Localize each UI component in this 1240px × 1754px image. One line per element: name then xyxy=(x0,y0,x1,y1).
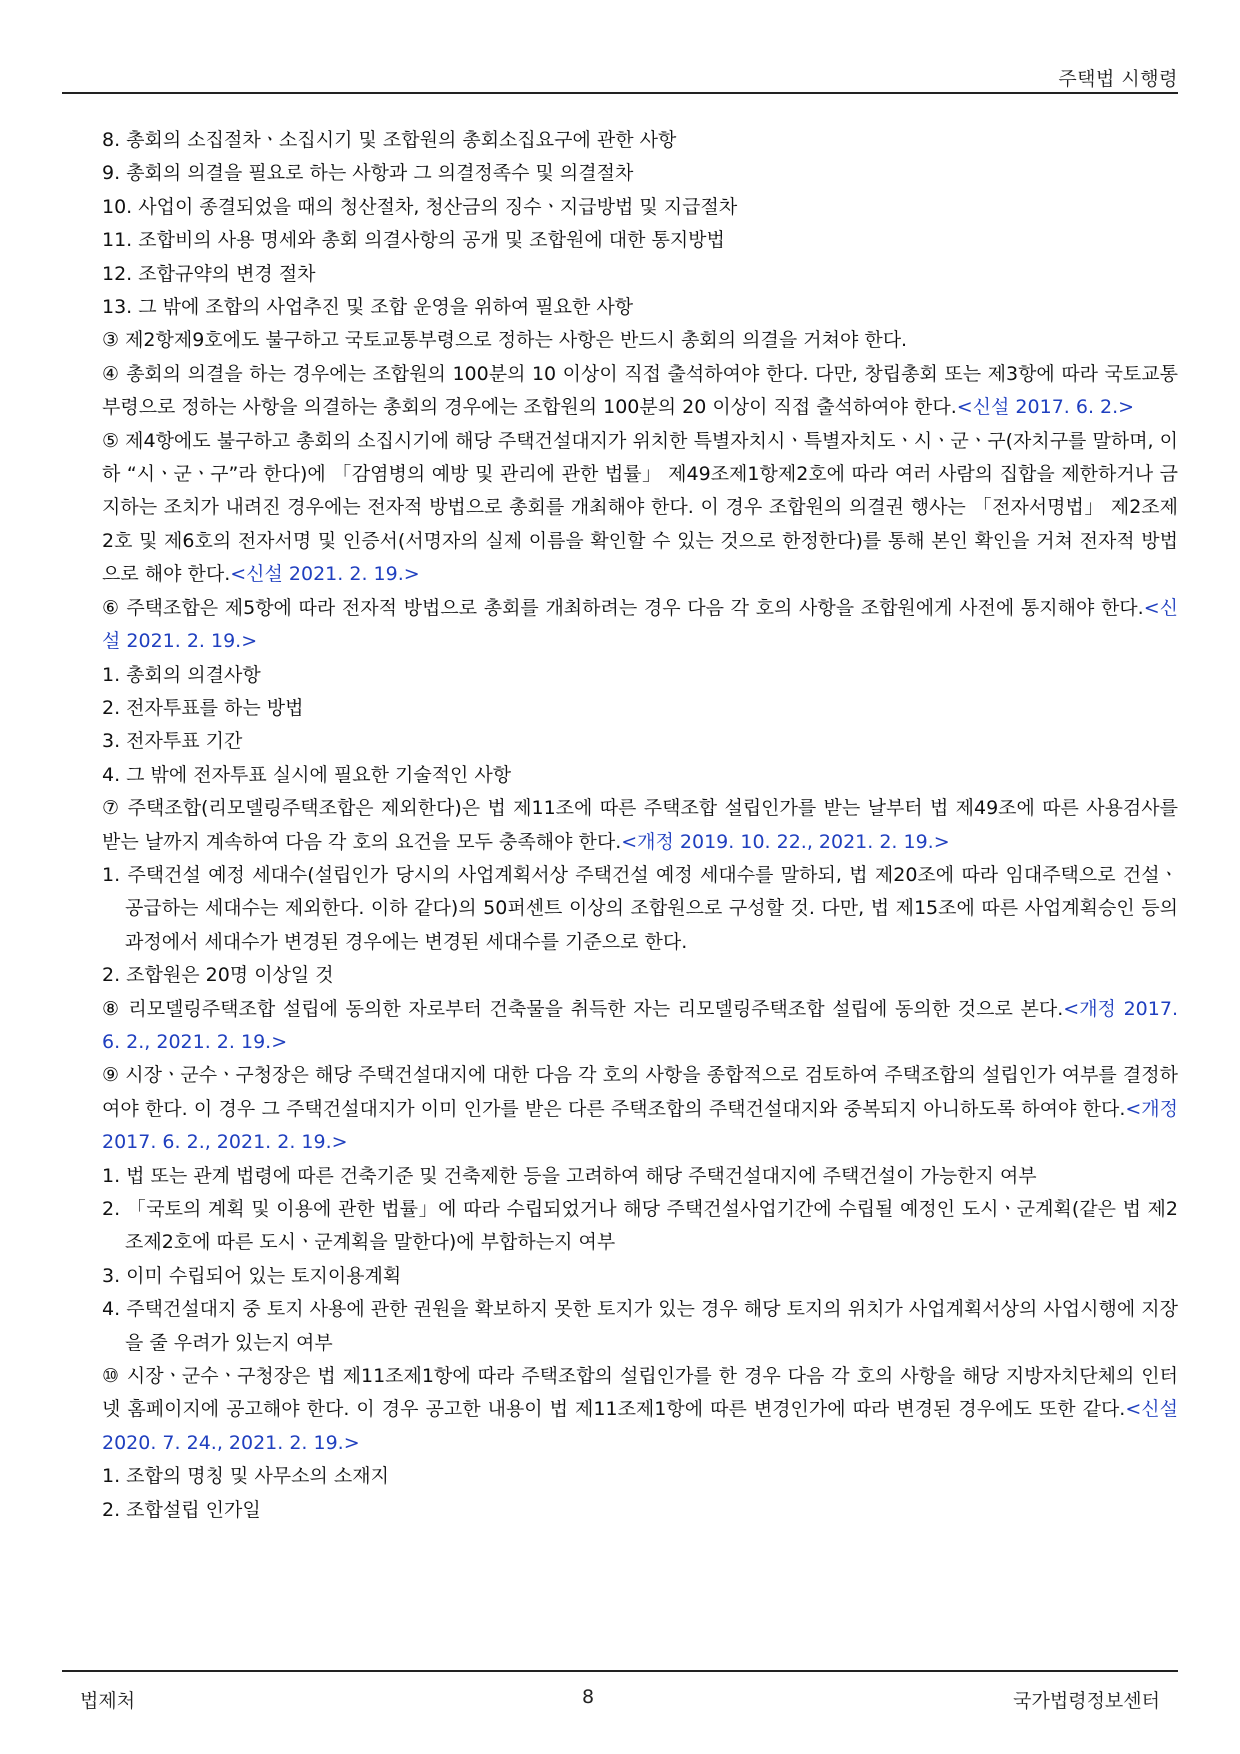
amendment-note: <신설 2021. 2. 19.> xyxy=(230,563,420,586)
paragraph-text: 1. 주택건설 예정 세대수(설립인가 당시의 사업계획서상 주택건설 예정 세대수를 말하되, 법 제20조에 따라 임대주택으로 건설ㆍ공급하는 세대수는 제외한다. 이하 같다)의 50퍼센트 이상의 조합원으로 구성할 것. 다만, 법 제15조에 따른 사업계획승인 등의 과정에서 세대수가 변경된 경우에는 변경된 세대수를 기준으로 한다. xyxy=(102,863,1178,953)
paragraph-text: ⑨ 시장ㆍ군수ㆍ구청장은 해당 주택건설대지에 대한 다음 각 호의 사항을 종합적으로 검토하여 주택조합의 설립인가 여부를 결정하여야 한다. 이 경우 그 주택건설대지가 이미 인가를 받은 다른 주택조합의 주택건설대지와 중복되지 아니하도록 하여야 한다. xyxy=(102,1064,1178,1120)
page-number: 8 xyxy=(582,1686,595,1708)
paragraph xyxy=(102,1193,1178,1260)
amendment-note: <신설 2021. 2. 19.> xyxy=(102,596,1178,653)
paragraph-text: 3. 전자투표 기간 xyxy=(102,730,243,753)
paragraph xyxy=(102,1260,1178,1293)
paragraph-text: 1. 총회의 의결사항 xyxy=(102,663,261,686)
paragraph xyxy=(102,993,1178,1060)
paragraph xyxy=(102,1360,1178,1460)
paragraph-text: ④ 총회의 의결을 하는 경우에는 조합원의 100분의 10 이상이 직접 출석하여야 한다. 다만, 창립총회 또는 제3항에 따라 국토교통부령으로 정하는 사항을 의결하는 총회의 경우에는 조합원의 100분의 20 이상이 직접 출석하여야 한다. xyxy=(102,362,1178,419)
paragraph-text: 1. 조합의 명칭 및 사무소의 소재지 xyxy=(102,1465,389,1488)
paragraph-text: 9. 총회의 의결을 필요로 하는 사항과 그 의결정족수 및 의결절차 xyxy=(102,162,634,185)
paragraph xyxy=(102,1059,1178,1159)
footer-publisher: 법제처 xyxy=(80,1690,136,1712)
paragraph xyxy=(102,191,1178,224)
paragraph xyxy=(102,157,1178,190)
paragraph-text: 2. 「국토의 계획 및 이용에 관한 법률」에 따라 수립되었거나 해당 주택건설사업기간에 수립될 예정인 도시ㆍ군계획(같은 법 제2조제2호에 따른 도시ㆍ군계획을 말한다)에 부합하는지 여부 xyxy=(102,1198,1178,1254)
paragraph xyxy=(102,425,1178,592)
paragraph-text: 10. 사업이 종결되었을 때의 청산절차, 청산금의 징수ㆍ지급방법 및 지급절차 xyxy=(102,195,738,218)
document-header-title: 주택법 시행령 xyxy=(1058,68,1178,90)
paragraph-text: 8. 총회의 소집절차ㆍ소집시기 및 조합원의 총회소집요구에 관한 사항 xyxy=(102,129,677,151)
document-body xyxy=(102,124,1178,1527)
paragraph-text: 2. 조합설립 인가일 xyxy=(102,1498,261,1521)
paragraph xyxy=(102,224,1178,257)
paragraph-text: ③ 제2항제9호에도 불구하고 국토교통부령으로 정하는 사항은 반드시 총회의 의결을 거쳐야 한다. xyxy=(102,329,908,352)
paragraph xyxy=(102,959,1178,992)
paragraph-text: 3. 이미 수립되어 있는 토지이용계획 xyxy=(102,1264,402,1287)
amendment-note: <개정 2017. 6. 2., 2021. 2. 19.> xyxy=(102,997,1178,1053)
paragraph xyxy=(102,291,1178,324)
paragraph xyxy=(102,1460,1178,1493)
header-divider xyxy=(62,92,1178,94)
paragraph xyxy=(102,792,1178,859)
paragraph xyxy=(102,124,1178,157)
paragraph-text: 2. 조합원은 20명 이상일 것 xyxy=(102,964,334,987)
paragraph xyxy=(102,1494,1178,1527)
paragraph-text: 11. 조합비의 사용 명세와 총회 의결사항의 공개 및 조합원에 대한 통지방법 xyxy=(102,229,725,252)
paragraph xyxy=(102,692,1178,725)
paragraph-text: ⑦ 주택조합(리모델링주택조합은 제외한다)은 법 제11조에 따른 주택조합 설립인가를 받는 날부터 법 제49조에 따른 사용검사를 받는 날까지 계속하여 다음 각 호의 요건을 모두 충족해야 한다. xyxy=(102,797,1178,853)
paragraph-text: 13. 그 밖에 조합의 사업추진 및 조합 운영을 위하여 필요한 사항 xyxy=(102,296,634,319)
paragraph xyxy=(102,258,1178,291)
footer-source: 국가법령정보센터 xyxy=(1013,1690,1160,1712)
paragraph-text: 1. 법 또는 관계 법령에 따른 건축기준 및 건축제한 등을 고려하여 해당 주택건설대지에 주택건설이 가능한지 여부 xyxy=(102,1164,1037,1187)
paragraph xyxy=(102,324,1178,357)
paragraph-text: 12. 조합규약의 변경 절차 xyxy=(102,262,316,285)
paragraph xyxy=(102,592,1178,659)
paragraph-text: ⑩ 시장ㆍ군수ㆍ구청장은 법 제11조제1항에 따라 주택조합의 설립인가를 한 경우 다음 각 호의 사항을 해당 지방자치단체의 인터넷 홈페이지에 공고해야 한다. 이 경우 공고한 내용이 법 제11조제1항에 따른 변경인가에 따라 변경된 경우에도 또한 같다. xyxy=(102,1365,1178,1421)
paragraph xyxy=(102,725,1178,758)
paragraph xyxy=(102,859,1178,959)
amendment-note: <개정 2019. 10. 22., 2021. 2. 19.> xyxy=(621,830,950,853)
paragraph-text: ⑧ 리모델링주택조합 설립에 동의한 자로부터 건축물을 취득한 자는 리모델링주택조합 설립에 동의한 것으로 본다. xyxy=(102,997,1064,1020)
paragraph xyxy=(102,1293,1178,1360)
paragraph xyxy=(102,659,1178,692)
paragraph-text: ⑥ 주택조합은 제5항에 따라 전자적 방법으로 총회를 개최하려는 경우 다음 각 호의 사항을 조합원에게 사전에 통지해야 한다. xyxy=(102,596,1144,619)
paragraph-text: 2. 전자투표를 하는 방법 xyxy=(102,696,304,719)
amendment-note: <신설 2017. 6. 2.> xyxy=(956,396,1135,419)
paragraph xyxy=(102,759,1178,792)
amendment-note: <개정 2017. 6. 2., 2021. 2. 19.> xyxy=(102,1097,1178,1154)
paragraph-text: ⑤ 제4항에도 불구하고 총회의 소집시기에 해당 주택건설대지가 위치한 특별자치시ㆍ특별자치도ㆍ시ㆍ군ㆍ구(자치구를 말하며, 이하 “시ㆍ군ㆍ구”라 한다)에 「감염병의 예방 및 관리에 관한 법률」 제49조제1항제2호에 따라 여러 사람의 집합을 제한하거나 금지하는 조치가 내려진 경우에는 전자적 방법으로 총회를 개최해야 한다. 이 경우 조합원의 의결권 행사는 「전자서명법」 제2조제2호 및 제6호의 전자서명 및 인증서(서명자의 실제 이름을 확인할 수 있는 것으로 한정한다)를 통해 본인 확인을 거쳐 전자적 방법으로 해야 한다. xyxy=(102,429,1178,586)
paragraph xyxy=(102,1160,1178,1193)
paragraph-text: 4. 그 밖에 전자투표 실시에 필요한 기술적인 사항 xyxy=(102,763,512,786)
paragraph-text: 4. 주택건설대지 중 토지 사용에 관한 권원을 확보하지 못한 토지가 있는 경우 해당 토지의 위치가 사업계획서상의 사업시행에 지장을 줄 우려가 있는지 여부 xyxy=(102,1298,1178,1354)
paragraph xyxy=(102,358,1178,425)
amendment-note: <신설 2020. 7. 24., 2021. 2. 19.> xyxy=(102,1398,1178,1454)
footer-divider xyxy=(62,1670,1178,1672)
